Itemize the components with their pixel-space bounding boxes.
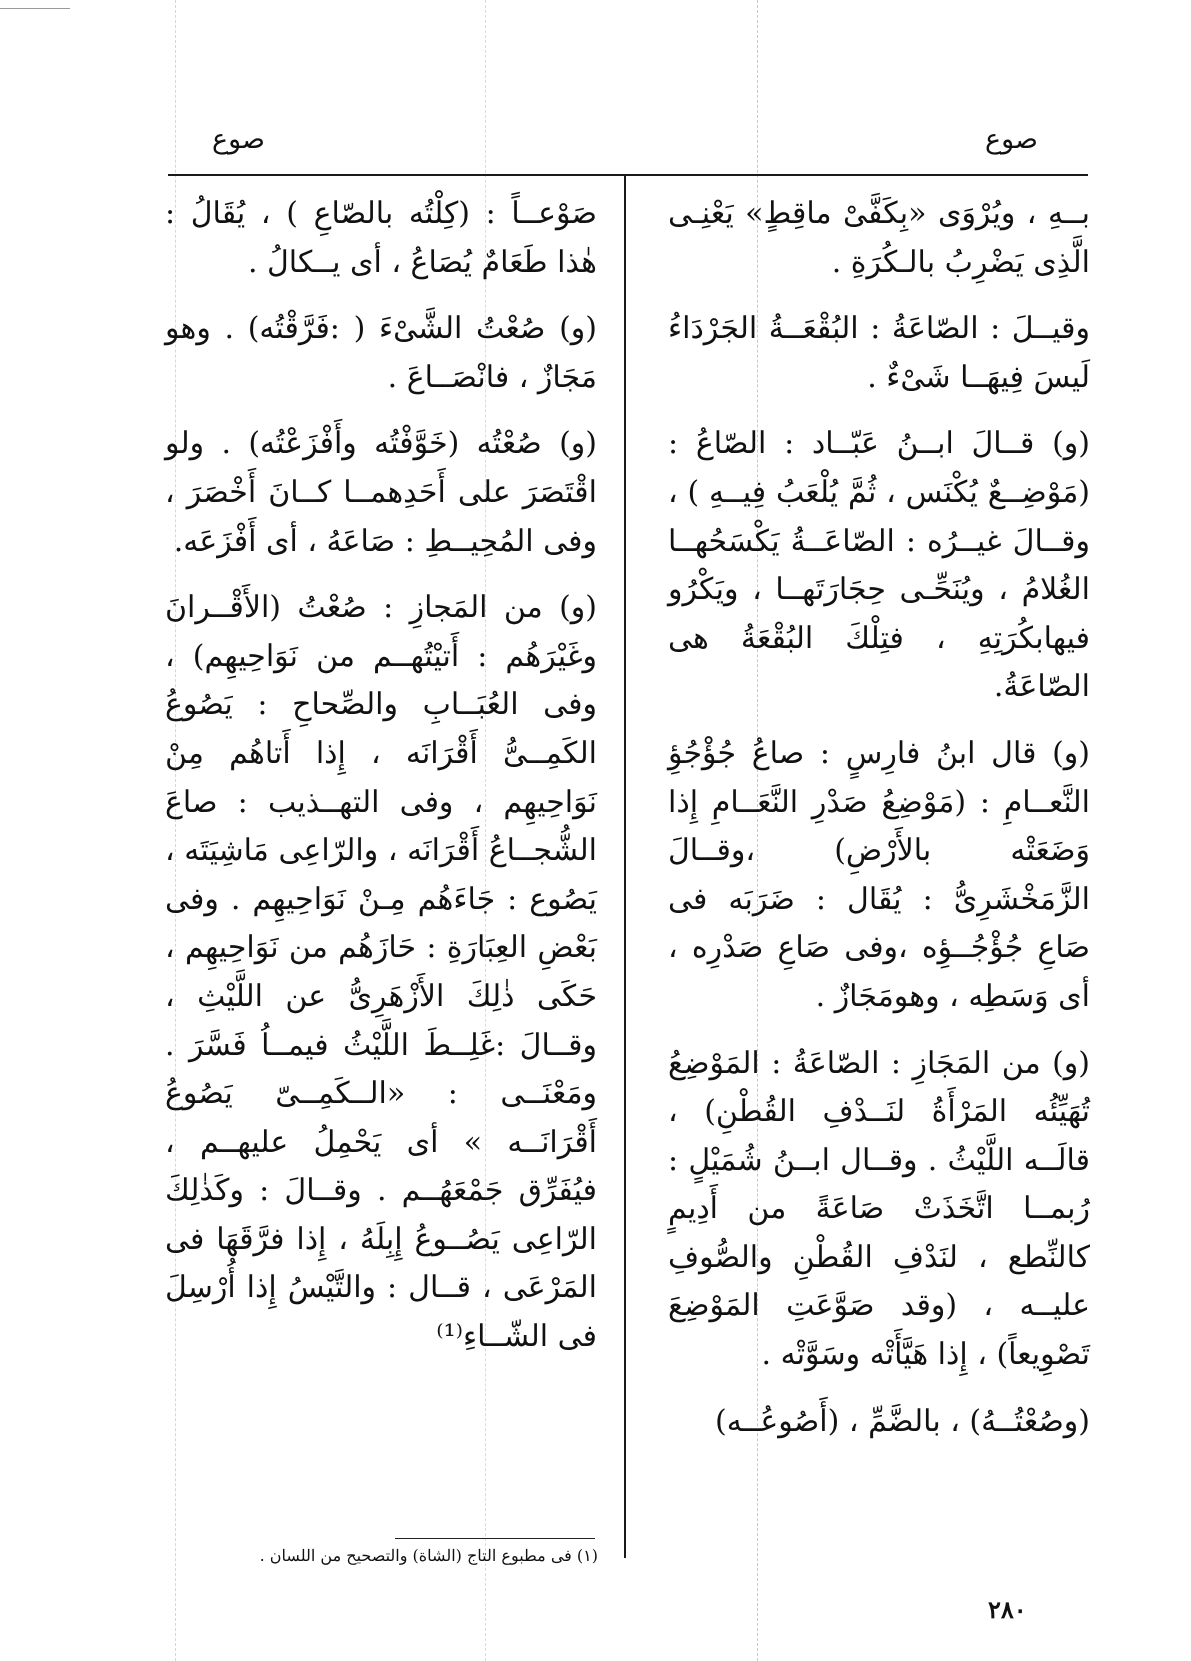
footnote-rule — [395, 1538, 595, 1539]
running-head-right: صوع — [985, 124, 1038, 155]
entry-paragraph: (و) صُعْتُه (خَوَّفْتُه وأَفْزَعْتُه) . ولو اقْتَصَرَ على أَحَدِهمــا كــانَ أَخْصَرَ ، وفى المُحِيــطِ : صَاعَهُ ، أى أَفْزَعَه. — [165, 426, 597, 559]
header-rule — [168, 174, 1088, 176]
entry-paragraph: صَوْعــاً : (كِلْتُه بالصّاعِ ) ، يُقَالُ : هٰذا طَعَامٌ يُصَاعُ ، أى يــكالُ . — [165, 196, 597, 280]
right-column — [668, 190, 1090, 1464]
entry-paragraph: بــهِ ، ويُرْوَى «بِكَفَّىْ ماقِطٍ» يَعْنِـى الَّذِى يَضْرِبُ بالـكُرَةِ . — [668, 196, 1090, 280]
corner-scan-mark — [0, 8, 70, 9]
entry-paragraph: (و) صُعْتُ الشَّىْءَ ( :فَرَّقْتُه) . وهو مَجَازٌ ، فانْصَــاعَ . — [165, 311, 597, 395]
running-head-left: صوع — [212, 124, 265, 155]
entry-paragraph: (و) من المَجَازِ : الصّاعَةُ : المَوْضِعُ تُهَيِّئُه المَرْأَةُ لنَــدْفِ القُطْنِ) ، قالَــه اللَّيْثُ . وقــال ابــنُ شُمَيْلٍ : رُبمــا اتَّخَذَتْ صَاعَةً من أَدِيمٍ كالنِّطع ، لنَدْفِ القُطْنِ والصُّوفِ عليــه ، (وقد صَوَّعَتِ المَوْضِعَ تَصْوِيعاً) ، إِذا هَيَّأَتْه وسَوَّتْه . — [668, 1045, 1090, 1373]
entry-paragraph: (و) قال ابنُ فارِسٍ : صاعُ جُؤْجُؤِ النَّعــامِ : (مَوْضِعُ صَدْرِ النَّعَــامِ إِذا وَضَعَتْه بالأَرْضِ) ،وقــالَ الزَّمَخْشَرِىُّ : يُقَال : ضَرَبَه فى صَاعِ جُؤْجُــؤِه ،وفى صَاعِ صَدْرِه ، أى وَسَطِه ، وهومَجَازٌ . — [668, 735, 1090, 1014]
footnote: (١) فى مطبوع التاج (الشاة) والتصحيح من اللسان . — [259, 1546, 598, 1565]
column-divider — [624, 176, 626, 1558]
entry-paragraph: (و) من المَجازِ : صُعْتُ (الأَقْــرانَ وغَيْرَهُم : أَتيْتُهــم من نَوَاحِيهِم) ، وفى العُبَــابِ والصِّحاحِ : يَصُوعُ الكَمِــىُّ أَقْرَانَه ، إِذا أَتاهُم مِنْ نَوَاحِيهِم ، وفى التهــذيب : صاعَ الشُّجــاعُ أَقْرَانَه ، والرّاعِى مَاشِيَتَه ، يَصُوع : جَاءَهُم مِـنْ نَوَاحِيهِم . وفى بَعْضِ العِبَارَةِ : حَازَهُم من نَوَاحِيهِم ، حَكَى ذٰلِكَ الأَزْهَرِىُّ عن اللَّيْثِ ، وقــالَ :غَلِــطَ اللَّيْثُ فيمــاُ فَسَّرَ . ومَعْنَــى : «الــكَمِــىّ يَصُوعُ أَقْرَانَــه » أى يَحْمِلُ عليهــم ، فيُفَرِّق جَمْعَهُــم . وقــالَ : وكَذٰلِكَ الرّاعِى يَصُــوعُ إِبِلَهُ ، إِذا فرَّقَهَا فى المَرْعَى ، قــال : والتَّيْسُ إِذا أُرْسِلَ فى الشّــاءِ⁽¹⁾ — [165, 590, 597, 1355]
entry-paragraph: (و) قــالَ ابــنُ عَبّــاد : الصّاعُ : (مَوْضِــعٌ يُكْنَس ، ثُمَّ يُلْعَبُ فِيــهِ ) ، وقــالَ غيــرُه : الصّاعَــةُ يَكْسَحُهــا الغُلامُ ، ويُنَحِّـى حِجَارَتَهــا ، ويَكْرُو فيهابكُرَتِهِ ، فتِلْكَ البُقْعَةُ هى الصّاعَةُ. — [668, 426, 1090, 705]
entry-paragraph: (وصُعْتُــهُ) ، بالضَّمِّ ، (أَصُوعُــه) — [715, 1403, 1090, 1439]
page-number: ٢٨٠ — [988, 1595, 1027, 1624]
entry-paragraph: وقيــلَ : الصّاعَةُ : البُقْعَــةُ الجَرْدَاءُ لَيسَ فِيهَــا شَىْءٌ . — [668, 311, 1090, 395]
left-column — [165, 190, 597, 1380]
